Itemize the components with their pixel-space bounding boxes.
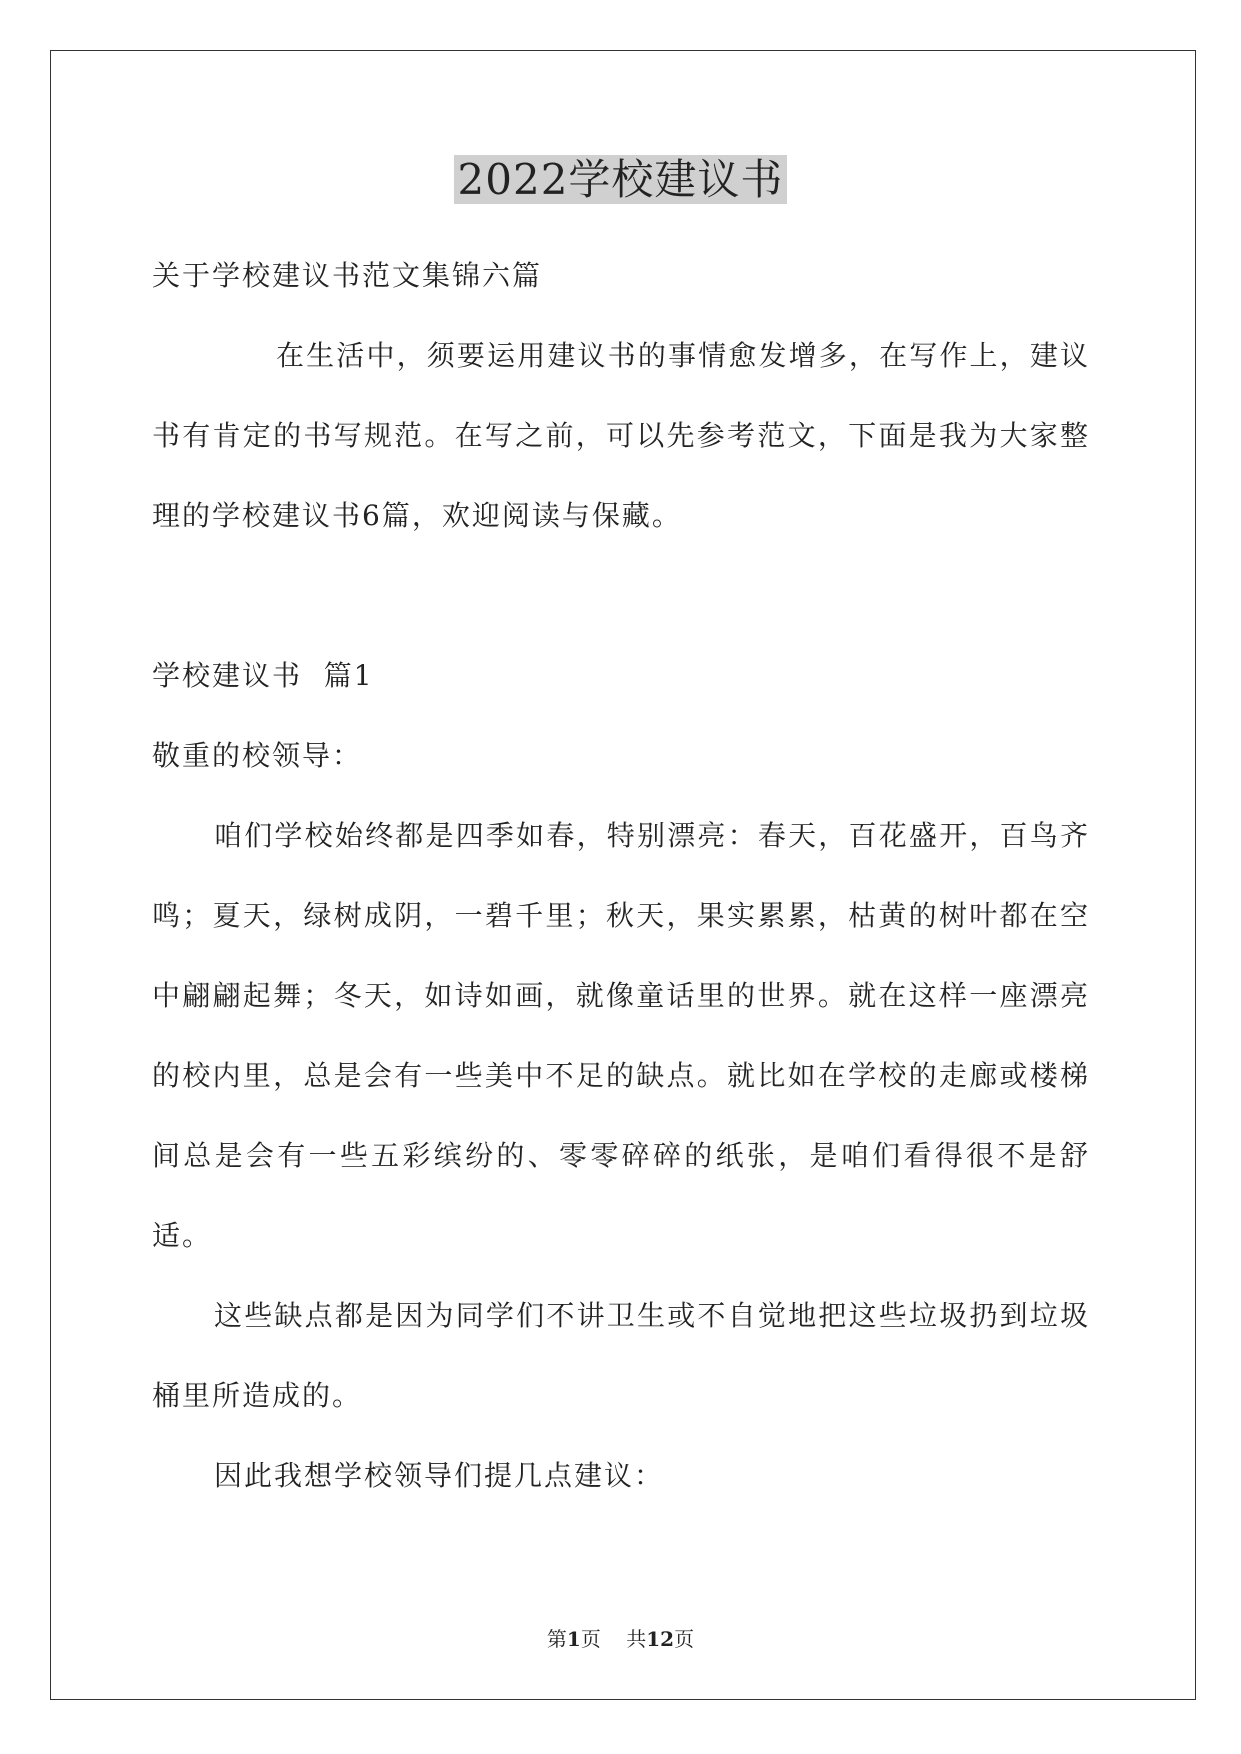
body-paragraph-1: 咱们学校始终都是四季如春，特别漂亮：春天，百花盛开，百鸟齐鸣；夏天，绿树成阴，一碧千里；秋天，果实累累，枯黄的树叶都在空中翩翩起舞；冬天，如诗如画，就像童话里的世界。就在这样一座漂亮的校内里，总是会有一些美中不足的缺点。就比如在学校的走廊或楼梯间总是会有一些五彩缤纷的、零零碎碎的纸张，是咱们看得很不是舒适。 xyxy=(152,819,1090,1252)
section-heading: 学校建议书 篇1 xyxy=(152,659,374,692)
salutation: 敬重的校领导： xyxy=(152,739,363,772)
page-footer xyxy=(0,1626,1241,1652)
document-title xyxy=(0,150,1241,210)
total-pages-number: 12 xyxy=(646,1627,675,1651)
footer-prefix: 第 xyxy=(546,1627,567,1651)
body-paragraph-2: 这些缺点都是因为同学们不讲卫生或不自觉地把这些垃圾扔到垃圾桶里所造成的。 xyxy=(152,1299,1090,1412)
footer-total-prefix: 共 xyxy=(626,1627,647,1651)
document-subtitle: 关于学校建议书范文集锦六篇 xyxy=(152,259,543,292)
blank-line xyxy=(152,556,1090,636)
intro-paragraph: 在生活中，须要运用建议书的事情愈发增多，在写作上，建议书有肯定的书写规范。在写之前，可以先参考范文，下面是我为大家整理的学校建议书6篇，欢迎阅读与保藏。 xyxy=(152,339,1090,532)
footer-total-unit: 页 xyxy=(674,1627,695,1651)
document-body xyxy=(152,236,1090,1516)
document-title-text: 2022学校建议书 xyxy=(454,155,788,204)
body-paragraph-3: 因此我想学校领导们提几点建议： xyxy=(214,1459,665,1492)
current-page-number: 1 xyxy=(566,1627,581,1651)
footer-page-unit: 页 xyxy=(580,1627,601,1651)
